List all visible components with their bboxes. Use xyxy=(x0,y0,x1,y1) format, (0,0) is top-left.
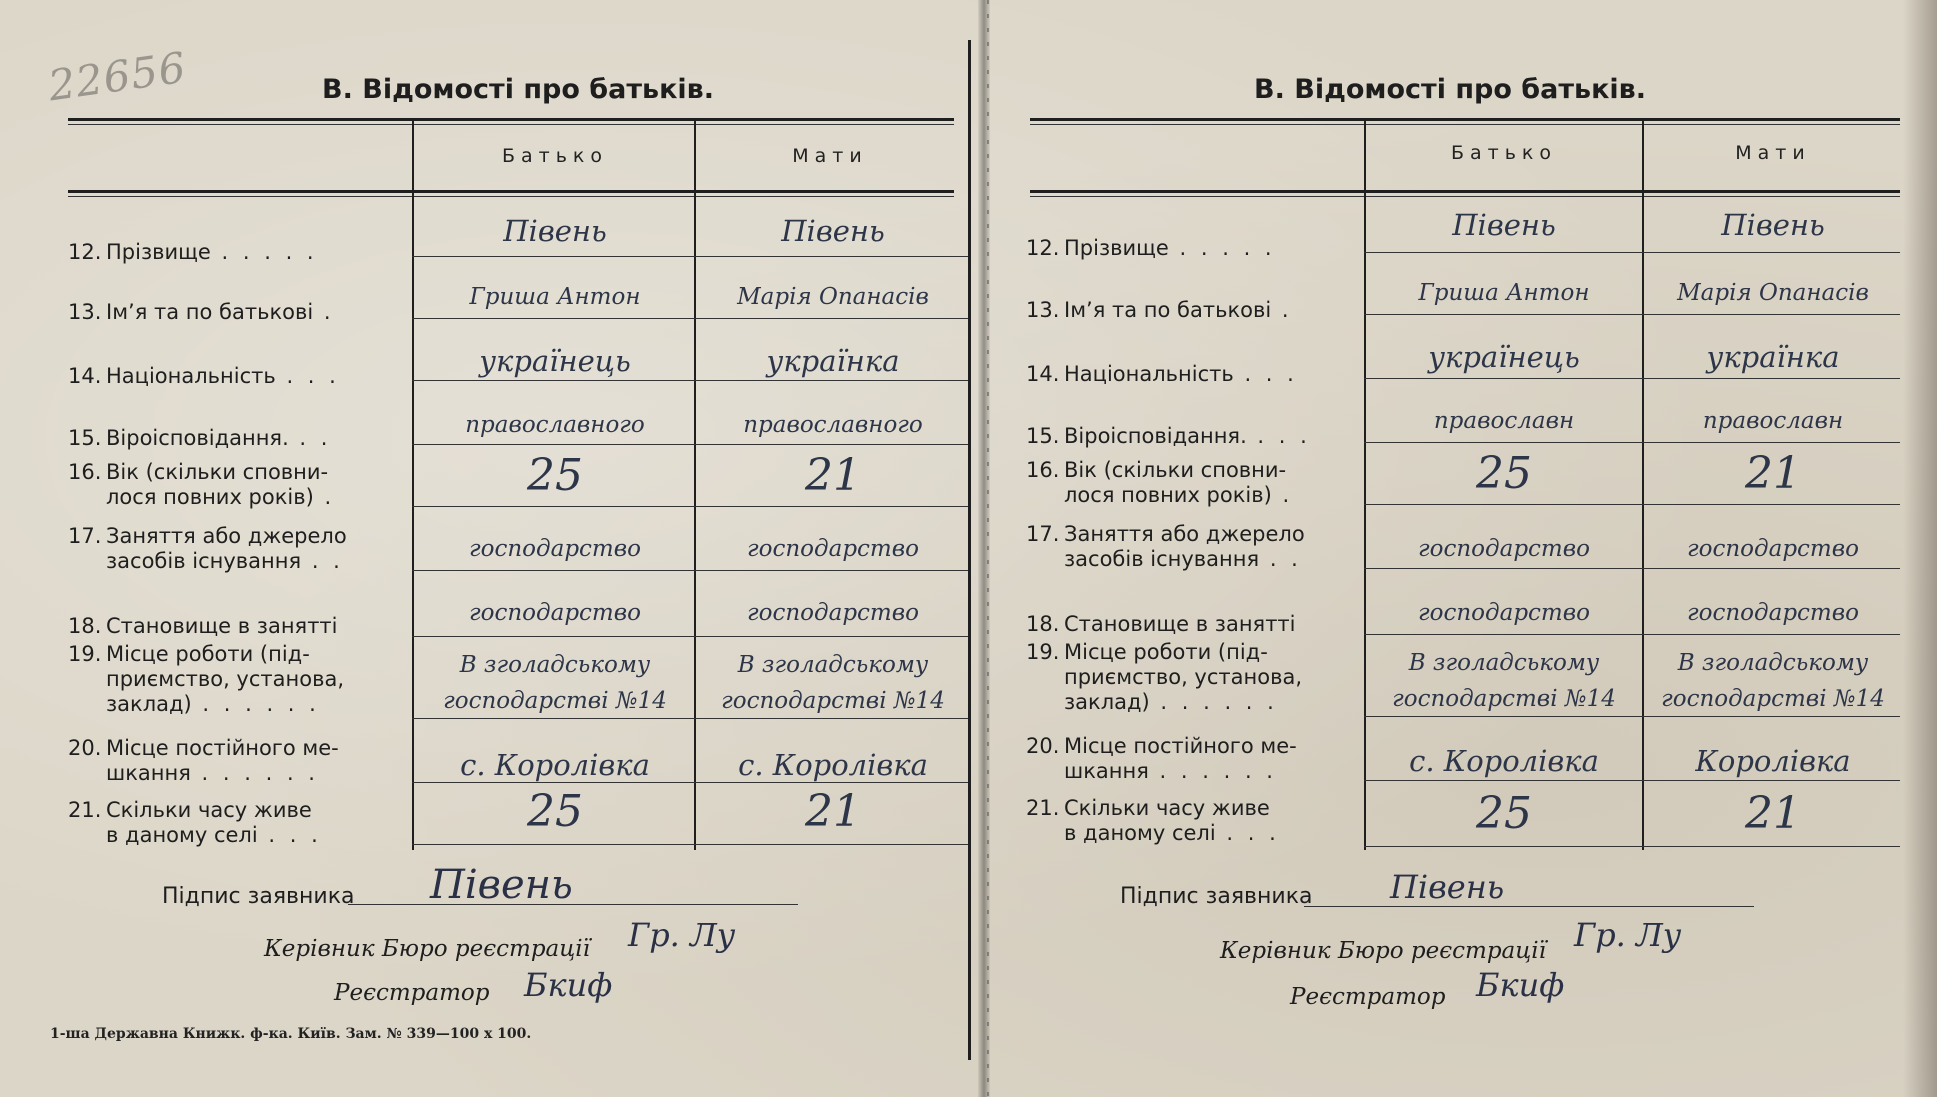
header-rule-top xyxy=(1030,118,1900,121)
row-label-14: 14. Національність . . . xyxy=(68,364,340,388)
mother-religion: православного xyxy=(743,412,923,438)
mother-years-in-village: 21 xyxy=(1745,788,1801,839)
row-label-13: 13. Ім’я та по батькові . xyxy=(1026,298,1293,322)
mother-nationality: українка xyxy=(1706,340,1840,374)
father-position: господарство xyxy=(469,600,641,626)
row-label-16: 16. Вік (скільки сповни- лося повних років) . xyxy=(1026,458,1294,507)
mother-workplace-1: В зголадському xyxy=(737,652,929,678)
header-rule-top-thin xyxy=(68,124,954,125)
row-line xyxy=(412,636,968,637)
row-line xyxy=(1364,780,1900,781)
header-rule-bottom xyxy=(1030,190,1900,193)
section-title: В. Відомості про батьків. xyxy=(322,74,715,105)
row-line xyxy=(1364,568,1900,569)
father-workplace-1: В зголадському xyxy=(459,652,651,678)
row-line xyxy=(1364,634,1900,635)
row-line xyxy=(412,570,968,571)
mother-workplace-1: В зголадському xyxy=(1677,650,1869,676)
father-surname: Півень xyxy=(1452,208,1556,242)
father-workplace-2: господарстві №14 xyxy=(1392,686,1616,712)
header-rule-top xyxy=(68,118,954,121)
row-line xyxy=(412,318,968,319)
father-workplace-1: В зголадському xyxy=(1408,650,1600,676)
row-line xyxy=(1364,314,1900,315)
father-occupation: господарство xyxy=(469,536,641,562)
row-label-21: 21. Скільки часу живе в даному селі . . . xyxy=(68,798,322,847)
mother-residence: с. Королівка xyxy=(738,748,928,782)
row-label-19: 19. Місце роботи (під- приємство, установа, заклад) . . . . . . xyxy=(68,642,345,716)
row-label-14: 14. Національність . . . xyxy=(1026,362,1298,386)
father-age: 25 xyxy=(527,450,583,501)
row-label-17: 17. Заняття або джерело засобів існування . . xyxy=(68,524,347,573)
header-rule-bottom xyxy=(68,190,954,193)
column-divider-2 xyxy=(1642,120,1644,850)
row-line xyxy=(412,782,968,783)
father-nationality: українець xyxy=(479,344,631,378)
applicant-signature: Півень xyxy=(430,862,573,908)
father-position: господарство xyxy=(1418,600,1590,626)
mother-name: Марія Опанасів xyxy=(1677,280,1869,306)
row-label-17: 17. Заняття або джерело засобів існування . . xyxy=(1026,522,1305,571)
column-header-father: Батько xyxy=(501,145,609,167)
father-religion: православного xyxy=(465,412,645,438)
row-line xyxy=(1364,442,1900,443)
bureau-head-label: Керівник Бюро реєстрації xyxy=(264,936,591,962)
bureau-head-signature: Гр. Лу xyxy=(628,916,736,954)
row-label-20: 20. Місце постійного ме- шкання . . . . . . xyxy=(1026,734,1297,783)
row-label-18: 18. Становище в занятті xyxy=(1026,612,1296,636)
bureau-head-signature: Гр. Лу xyxy=(1574,916,1682,954)
applicant-signature-line xyxy=(348,904,798,905)
applicant-signature-label: Підпис заявника xyxy=(162,884,355,909)
row-line xyxy=(1364,504,1900,505)
column-header-mother: Мати xyxy=(1735,142,1811,164)
section-title-copy: В. Відомості про батьків. xyxy=(1254,74,1647,105)
panel-border-right xyxy=(968,40,971,1060)
header-rule-top-thin xyxy=(1030,124,1900,125)
mother-residence: Королівка xyxy=(1695,744,1851,778)
printer-imprint: 1-ша Державна Книжк. ф-ка. Київ. Зам. № 339—100 х 100. xyxy=(50,1026,532,1042)
mother-name: Марія Опанасів xyxy=(737,284,929,310)
row-line xyxy=(412,444,968,445)
registrar-label: Реєстратор xyxy=(1290,984,1446,1010)
header-rule-bottom-thin xyxy=(68,196,954,197)
row-line xyxy=(412,380,968,381)
row-label-19: 19. Місце роботи (під- приємство, установа, заклад) . . . . . . xyxy=(1026,640,1303,714)
row-line xyxy=(412,506,968,507)
column-header-mother: Мати xyxy=(792,145,868,167)
row-label-15: 15. Віроісповідання. . . . xyxy=(1026,424,1311,448)
right-form-panel xyxy=(990,0,1937,1097)
registrar-signature: Бкиф xyxy=(524,966,613,1004)
mother-religion: православн xyxy=(1702,408,1844,434)
header-rule-bottom-thin xyxy=(1030,196,1900,197)
mother-years-in-village: 21 xyxy=(805,786,861,837)
bureau-head-label: Керівник Бюро реєстрації xyxy=(1220,938,1547,964)
registrar-label: Реєстратор xyxy=(334,980,490,1006)
row-label-12: 12. Прізвище . . . . . xyxy=(1026,236,1276,260)
column-divider-1 xyxy=(1364,120,1366,850)
applicant-signature-label: Підпис заявника xyxy=(1120,884,1313,909)
father-residence: с. Королівка xyxy=(460,748,650,782)
applicant-signature-line xyxy=(1304,906,1754,907)
father-name: Гриша Антон xyxy=(469,284,641,310)
mother-workplace-2: господарстві №14 xyxy=(1661,686,1885,712)
father-surname: Півень xyxy=(503,214,607,248)
column-header-father: Батько xyxy=(1450,142,1558,164)
archive-ref-number: 22656 xyxy=(45,42,190,111)
father-religion: православн xyxy=(1433,408,1575,434)
mother-surname: Півень xyxy=(1721,208,1825,242)
father-occupation: господарство xyxy=(1418,536,1590,562)
father-age: 25 xyxy=(1476,448,1532,499)
row-label-20: 20. Місце постійного ме- шкання . . . . . . xyxy=(68,736,339,785)
applicant-signature: Півень xyxy=(1390,868,1505,906)
mother-nationality: українка xyxy=(766,344,900,378)
mother-surname: Півень xyxy=(781,214,885,248)
father-name: Гриша Антон xyxy=(1418,280,1590,306)
fold-stitching xyxy=(987,0,989,1097)
mother-occupation: господарство xyxy=(1687,536,1859,562)
mother-position: господарство xyxy=(1687,600,1859,626)
row-line xyxy=(412,256,968,257)
registrar-signature: Бкиф xyxy=(1476,966,1565,1004)
row-label-15: 15. Віроісповідання. . . xyxy=(68,426,332,450)
father-workplace-2: господарстві №14 xyxy=(443,688,667,714)
row-line xyxy=(1364,716,1900,717)
mother-position: господарство xyxy=(747,600,919,626)
mother-workplace-2: господарстві №14 xyxy=(721,688,945,714)
row-label-18: 18. Становище в занятті xyxy=(68,614,338,638)
row-line xyxy=(412,844,968,845)
mother-occupation: господарство xyxy=(747,536,919,562)
father-years-in-village: 25 xyxy=(527,786,583,837)
father-nationality: українець xyxy=(1428,340,1580,374)
row-label-16: 16. Вік (скільки сповни- лося повних років) . xyxy=(68,460,336,509)
row-label-12: 12. Прізвище . . . . . xyxy=(68,240,318,264)
father-years-in-village: 25 xyxy=(1476,788,1532,839)
father-residence: с. Королівка xyxy=(1409,744,1599,778)
row-line xyxy=(412,718,968,719)
row-line xyxy=(1364,252,1900,253)
row-label-13: 13. Ім’я та по батькові . xyxy=(68,300,335,324)
column-divider-1 xyxy=(412,120,414,850)
row-line xyxy=(1364,378,1900,379)
column-divider-2 xyxy=(694,120,696,850)
row-label-21: 21. Скільки часу живе в даному селі . . . xyxy=(1026,796,1280,845)
mother-age: 21 xyxy=(805,450,861,501)
mother-age: 21 xyxy=(1745,448,1801,499)
row-line xyxy=(1364,846,1900,847)
